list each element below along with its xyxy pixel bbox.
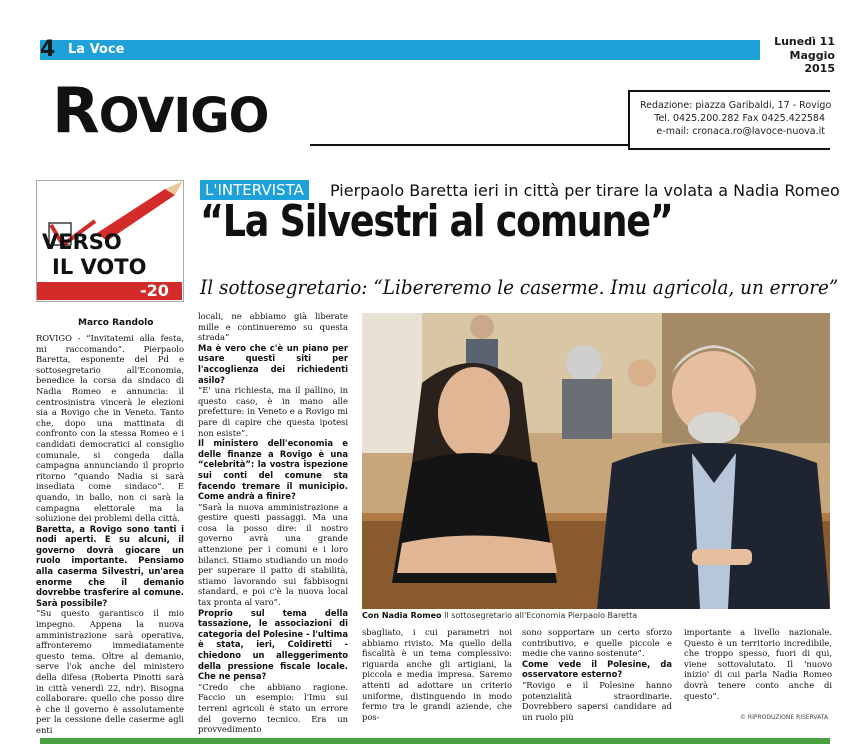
photo-caption — [362, 611, 832, 620]
interview-paragraph: importante a livello nazionale. Questo è un territorio incredibile, che troppo spesso, fuori di qui, viene sottovalutato. Il 'nuovo inizio' di cui parla Nadia Romeo dovrà tenere conto anche di questo”. — [684, 627, 832, 701]
interview-paragraph: sbagliato, i cui parametri noi abbiamo rivisto. Ma quello della fiscalità è un tema complessivo: riguarda anche gli artigiani, la piccola e media impresa. Saremo attenti ad adottare un criterio uniforme, distinguendo in modo fermo tra le grandi aziende, che pos- — [362, 627, 512, 722]
caption-text: Il sottosegretario all'Economia Pierpaolo Baretta — [444, 611, 638, 620]
subheadline: Il sottosegretario: “Libereremo le caserme. Imu agricola, un errore” — [200, 275, 839, 299]
interview-paragraph: “Sarà la nuova amministrazione a gestire questi passaggi. Ma una cosa la posso dire: il nostro governo avrà una grande attenzione per i comuni e i loro bilanci. Stiamo studiando un modo per superare il patto di stabilità, stiamo lavorando sui fabbisogni standard, e poi c'è la nuova local tax pronta al varo”. — [198, 501, 348, 608]
kicker-tag: L'INTERVISTA — [200, 180, 309, 200]
interview-paragraph: locali, ne abbiamo già liberate mille e continueremo su questa strada” — [198, 311, 348, 343]
page-number: 4 — [40, 37, 56, 62]
interview-paragraph: “Credo che abbiano ragione. Faccio un esempio: l'Imu sui terreni agricoli è stato un errore del governo tecnico. Era un provvedimento — [198, 681, 348, 735]
kicker-text: Pierpaolo Baretta ieri in città per tirare la volata a Nadia Romeo — [330, 181, 840, 200]
article-column-3 — [362, 627, 512, 727]
article-photo — [362, 313, 830, 609]
logo-verso: VERSO — [42, 230, 122, 254]
redazione-phone: Tel. 0425.200.282 Fax 0425.422584 — [654, 113, 825, 124]
byline: Marco Randolo — [78, 318, 154, 328]
article-column-2 — [198, 311, 348, 735]
interview-question: Baretta, a Rovigo sono tanti i nodi aperti. E su alcuni, il governo dovrà giocare un ruolo importante. Pensiamo alla caserma Silvestri, un'area enorme che il demanio dovrebbe trasferire al comune. Sarà possibile? — [36, 523, 184, 608]
copyright-notice: © RIPRODUZIONE RISERVATA — [740, 714, 829, 721]
publication-name: La Voce — [68, 42, 125, 57]
interview-question: Il ministero dell'economia e delle finanze a Rovigo è una “celebrità”: la vostra ispezione sui conti del comune sta facendo tremare il municipio. Come andrà a finire? — [198, 438, 348, 502]
logo-il-voto: IL VOTO — [52, 255, 147, 279]
interview-paragraph: ROVIGO - “Invitatemi alla festa, mi raccomando”. Pierpaolo Baretta, esponente del Pd e sottosegretario all'Economia, benedice la corsa da sindaco di Nadia Romeo e annuncia: il centrosinistra vincerà le elezioni sia a Rovigo che in Veneto. Tanto che, dopo una mattinata di confronto con la stessa Romeo e i candidati democratici al consiglio comunale, si congeda dalla campagna annunciando il proprio ritorno “quando Nadia si sarà insediata come sindaco”. E quando, in ballo, non ci sarà la campagna elettorale ma la soluzione dei problemi della città. — [36, 333, 184, 524]
article-column-1 — [36, 333, 184, 735]
section-title — [52, 74, 269, 147]
footer-bar — [40, 738, 830, 744]
interview-paragraph: sono sopportare un certo sforzo contributivo, e quelle piccole e medie che vanno sostenute”. — [522, 627, 672, 659]
interview-question: Ma è vero che c'è un piano per usare questi siti per l'accoglienza dei richiedenti asilo? — [198, 342, 348, 385]
issue-date-day: Lunedì 11 — [774, 35, 835, 48]
interview-paragraph: “E' una richiesta, ma il pallino, in questo caso, è in mano alle prefetture: in Veneto e a Rovigo mi pare di capire che questa ipotesi non esiste”. — [198, 385, 348, 438]
redazione-email[interactable]: e-mail: cronaca.ro@lavoce-nuova.it — [656, 126, 825, 137]
article-column-5 — [684, 627, 832, 717]
photo-illustration — [362, 313, 830, 609]
interview-question: Come vede il Polesine, da osservatore esterno? — [522, 658, 672, 680]
article-column-4 — [522, 627, 672, 727]
issue-date-month: Maggio 2015 — [789, 49, 835, 75]
logo-countdown: -20 — [140, 281, 169, 300]
section-title-rest: OVIGO — [98, 88, 269, 144]
section-rule — [310, 144, 628, 146]
interview-paragraph: “Rovigo e il Polesine hanno potenzialità straordinarie. Dovrebbero sapersi candidare ad un ruolo più — [522, 679, 672, 722]
interview-paragraph: “Su questo garantisco il mio impegno. Appena la nuova amministrazione sarà operativa, affronteremo immediatamente questo tema. Oltre al demanio, serve l'ok anche del ministero della difesa (Roberta Pinotti sarà in città venerdì 22, ndr). Bisogna collaborare: quello che posso dire è che il governo è assolutamente per la cessione delle caserme agli enti — [36, 608, 184, 735]
caption-lead: Con Nadia Romeo — [362, 611, 442, 620]
header-bar — [40, 40, 760, 60]
section-title-initial: R — [52, 74, 99, 147]
headline: “La Silvestri al comune” — [200, 196, 673, 247]
redazione-address: Redazione: piazza Garibaldi, 17 - Rovigo — [640, 100, 832, 111]
interview-question: Proprio sul tema della tassazione, le associazioni di categoria del Polesine - l'ultima è stata, ieri, Coldiretti - chiedono un alleggerimento della pressione fiscale locale. Che ne pensa? — [198, 607, 348, 682]
